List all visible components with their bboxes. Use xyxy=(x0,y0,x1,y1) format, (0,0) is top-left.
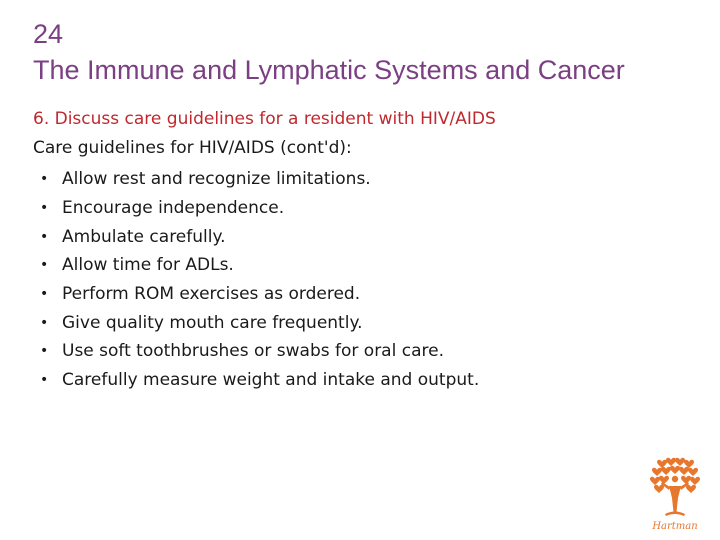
hartman-logo xyxy=(640,456,710,534)
list-item xyxy=(40,222,479,251)
list-item-text: Use soft toothbrushes or swabs for oral care. xyxy=(62,341,444,362)
list-item-text: Ambulate carefully. xyxy=(62,226,226,247)
bullet-icon: • xyxy=(40,314,49,331)
bullet-icon: • xyxy=(40,200,49,217)
list-item xyxy=(40,366,479,395)
chapter-title: The Immune and Lymphatic Systems and Cancer xyxy=(33,55,625,85)
bullet-icon: • xyxy=(40,257,49,274)
list-item xyxy=(40,194,479,223)
bullet-icon: • xyxy=(40,286,49,303)
list-item xyxy=(40,337,479,366)
bullet-icon: • xyxy=(40,228,49,245)
list-item xyxy=(40,280,479,309)
chapter-number: 24 xyxy=(33,19,64,49)
intro-text: Care guidelines for HIV/AIDS (cont'd): xyxy=(33,138,352,158)
bullet-icon: • xyxy=(40,372,49,389)
list-item-text: Allow rest and recognize limitations. xyxy=(62,169,371,190)
list-item xyxy=(40,165,479,194)
list-item-text: Perform ROM exercises as ordered. xyxy=(62,284,361,305)
heart-tree-icon xyxy=(640,456,710,534)
bullet-icon: • xyxy=(40,343,49,360)
list-item-text: Carefully measure weight and intake and output. xyxy=(62,370,480,391)
list-item-text: Allow time for ADLs. xyxy=(62,255,234,276)
list-item-text: Give quality mouth care frequently. xyxy=(62,312,363,333)
list-item-text: Encourage independence. xyxy=(62,198,285,219)
logo-text: Hartman xyxy=(652,521,698,532)
bullet-list xyxy=(40,165,479,395)
objective-heading: 6. Discuss care guidelines for a resident with HIV/AIDS xyxy=(33,109,496,129)
bullet-icon: • xyxy=(40,171,49,188)
list-item xyxy=(40,251,479,280)
list-item xyxy=(40,308,479,337)
